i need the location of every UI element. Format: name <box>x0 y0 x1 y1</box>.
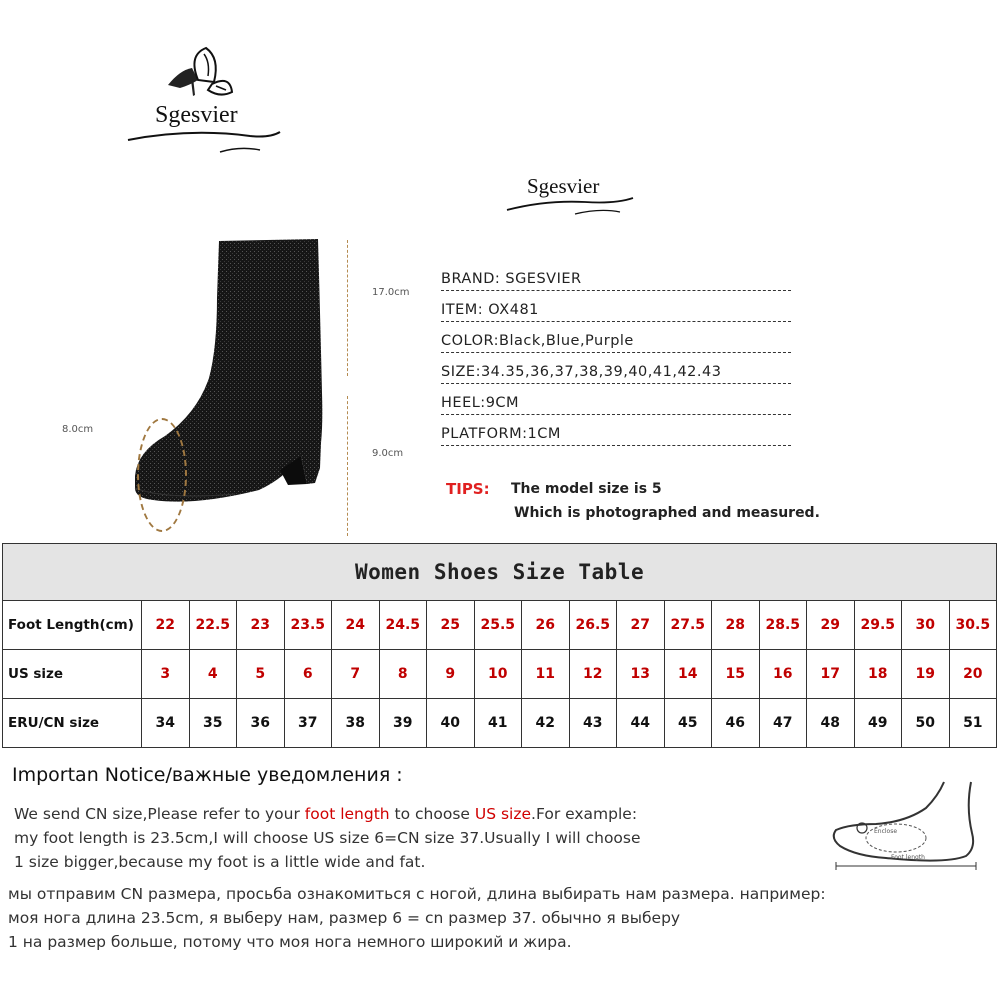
table-cell: 38 <box>332 699 380 748</box>
table-cell: 43 <box>569 699 617 748</box>
table-cell: 29.5 <box>854 601 902 650</box>
table-cell: 36 <box>237 699 285 748</box>
table-cell: 41 <box>474 699 522 748</box>
table-cell: 15 <box>712 650 760 699</box>
table-cell: 28 <box>712 601 760 650</box>
shaft-height-label: 17.0cm <box>372 287 410 298</box>
shaft-measure-line <box>347 240 349 376</box>
spec-heel: HEEL:9CM <box>441 392 791 415</box>
row-label: US size <box>3 650 142 699</box>
table-cell: 17 <box>807 650 855 699</box>
foot-length-highlight: foot length <box>304 805 390 823</box>
heel-measure-line <box>347 396 349 536</box>
table-cell: 20 <box>949 650 997 699</box>
boot-image <box>125 238 335 528</box>
table-cell: 25.5 <box>474 601 522 650</box>
table-cell: 9 <box>427 650 475 699</box>
table-cell: 6 <box>284 650 332 699</box>
notice-text: We send CN size,Please refer to your <box>14 805 305 823</box>
table-cell: 46 <box>712 699 760 748</box>
table-cell: 13 <box>617 650 665 699</box>
table-cell: 39 <box>379 699 427 748</box>
notice-text: to choose <box>389 805 475 823</box>
table-cell: 19 <box>902 650 950 699</box>
row-label: ERU/CN size <box>3 699 142 748</box>
notice-ru-line-1: мы отправим CN размера, просьба ознакомиться с ногой, длина выбирать нам размера. например: <box>8 885 826 903</box>
toe-width-label: 8.0cm <box>62 424 94 435</box>
table-cell: 37 <box>284 699 332 748</box>
notice-ru-line-2: моя нога длина 23.5cm, я выберу нам, размер 6 = cn размер 37. обычно я выберу <box>8 909 681 927</box>
table-cell: 29 <box>807 601 855 650</box>
spec-item: ITEM: OX481 <box>441 299 791 322</box>
enclose-label: Enclose <box>874 828 898 835</box>
toe-highlight <box>137 418 187 532</box>
row-label: Foot Length(cm) <box>3 601 142 650</box>
table-cell: 28.5 <box>759 601 807 650</box>
notice-en-line-3: 1 size bigger,because my foot is a little wide and fat. <box>14 853 426 871</box>
table-cell: 18 <box>854 650 902 699</box>
table-cell: 34 <box>142 699 190 748</box>
table-cell: 26.5 <box>569 601 617 650</box>
table-cell: 8 <box>379 650 427 699</box>
notice-ru-line-3: 1 на размер больше, потому что моя нога немного широкий и жира. <box>8 933 572 951</box>
table-cell: 16 <box>759 650 807 699</box>
foot-diagram <box>826 778 991 878</box>
brand-logo-mid <box>505 172 645 222</box>
notice-text: .For example: <box>531 805 638 823</box>
table-cell: 14 <box>664 650 712 699</box>
table-cell: 24 <box>332 601 380 650</box>
table-cell: 48 <box>807 699 855 748</box>
foot-length-label: Foot length <box>891 854 925 861</box>
table-row-us-size <box>3 650 997 699</box>
notice-en-line-1 <box>14 805 637 823</box>
table-cell: 45 <box>664 699 712 748</box>
table-cell: 27.5 <box>664 601 712 650</box>
table-cell: 27 <box>617 601 665 650</box>
table-cell: 4 <box>189 650 237 699</box>
brand-logo-top <box>120 40 290 170</box>
size-table-title: Women Shoes Size Table <box>3 544 997 601</box>
notice-title: Importan Notice/важные уведомления : <box>12 764 403 786</box>
table-cell: 7 <box>332 650 380 699</box>
brand-logo-mid-text: Sgesvier <box>527 174 600 198</box>
notice-en-line-2: my foot length is 23.5cm,I will choose US size 6=CN size 37.Usually I will choose <box>14 829 641 847</box>
spec-color: COLOR:Black,Blue,Purple <box>441 330 791 353</box>
table-cell: 22 <box>142 601 190 650</box>
table-cell: 23.5 <box>284 601 332 650</box>
table-cell: 35 <box>189 699 237 748</box>
table-cell: 51 <box>949 699 997 748</box>
foot-icon <box>826 778 991 878</box>
tips-line-2: Which is photographed and measured. <box>514 505 820 521</box>
table-cell: 44 <box>617 699 665 748</box>
table-cell: 23 <box>237 601 285 650</box>
table-cell: 5 <box>237 650 285 699</box>
spec-size: SIZE:34.35,36,37,38,39,40,41,42.43 <box>441 361 791 384</box>
table-cell: 3 <box>142 650 190 699</box>
table-cell: 30.5 <box>949 601 997 650</box>
table-cell: 49 <box>854 699 902 748</box>
tips-line-1: The model size is 5 <box>511 481 662 497</box>
tips-label: TIPS: <box>446 480 490 498</box>
size-table <box>2 543 997 748</box>
heel-height-label: 9.0cm <box>372 448 404 459</box>
table-cell: 47 <box>759 699 807 748</box>
table-cell: 10 <box>474 650 522 699</box>
table-row-foot-length <box>3 601 997 650</box>
table-cell: 26 <box>522 601 570 650</box>
table-cell: 30 <box>902 601 950 650</box>
spec-platform: PLATFORM:1CM <box>441 423 791 446</box>
table-cell: 25 <box>427 601 475 650</box>
table-cell: 11 <box>522 650 570 699</box>
us-size-highlight: US size <box>474 805 532 823</box>
brand-logo-top-text: Sgesvier <box>155 102 238 128</box>
table-cell: 22.5 <box>189 601 237 650</box>
table-cell: 40 <box>427 699 475 748</box>
table-cell: 50 <box>902 699 950 748</box>
table-row-eu-cn-size <box>3 699 997 748</box>
spec-brand: BRAND: SGESVIER <box>441 268 791 291</box>
table-cell: 24.5 <box>379 601 427 650</box>
table-cell: 42 <box>522 699 570 748</box>
table-cell: 12 <box>569 650 617 699</box>
